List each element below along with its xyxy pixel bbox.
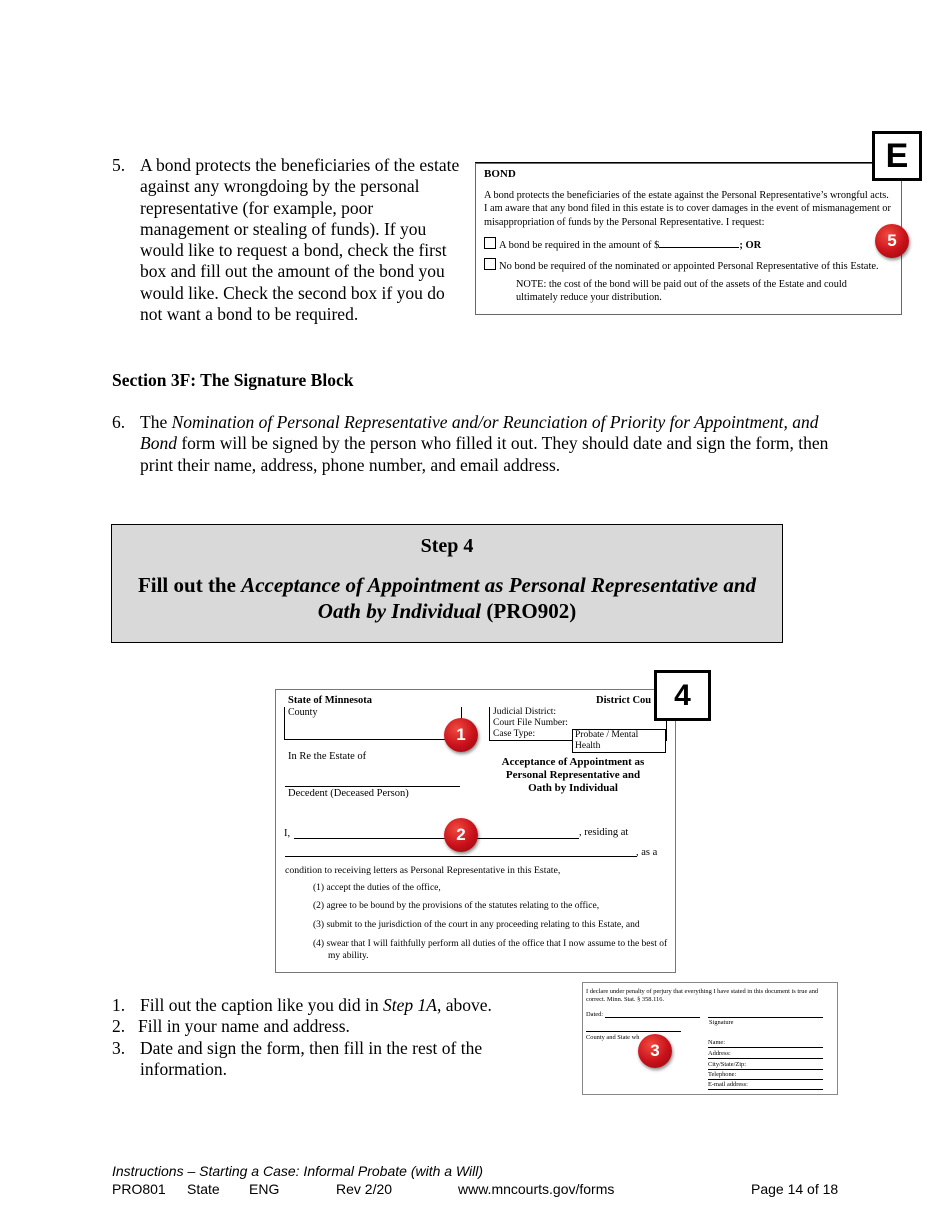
sig-email [708, 1081, 823, 1090]
pro902-decedent-label: Decedent (Deceased Person) [288, 788, 409, 799]
sig-telephone [708, 1071, 823, 1080]
footer-url[interactable]: www.mncourts.gov/forms [458, 1181, 615, 1197]
footer-title: Instructions – Starting a Case: Informal Probate (with a Will) [112, 1163, 484, 1179]
sig-name-label: Name: [708, 1039, 726, 1046]
pro902-name-line[interactable] [294, 838, 579, 839]
sig-name [708, 1039, 823, 1048]
steps-list [112, 995, 532, 1080]
sig-county-state: County and State wh [586, 1034, 640, 1041]
pro902-duty-1: (1) accept the duties of the office, [313, 883, 441, 893]
bond-option-1 [484, 237, 761, 252]
pro902-duty-2: (2) agree to be bound by the provisions of the statutes relating to the office, [313, 901, 600, 911]
callout-badge-3: 3 [638, 1034, 672, 1068]
pro902-duty-3: (3) submit to the jurisdiction of the court in any proceeding relating to this Estate, and [313, 920, 640, 930]
item-5 [112, 155, 462, 325]
step-4-lead: Fill out the [137, 573, 242, 597]
step-4-form-code: (PRO902) [481, 599, 577, 623]
step-item-1-number: 1. [112, 995, 126, 1015]
step-4-title: Step 4 [420, 535, 474, 557]
step-item-1-italic: Step 1A [383, 995, 437, 1015]
item-6-pre: The [140, 412, 172, 432]
callout-badge-5: 5 [875, 224, 909, 258]
step-4-form-title: Acceptance of Appointment as Personal Representative and Oath by Individual [241, 573, 757, 623]
bond-form-excerpt [475, 163, 902, 315]
pro902-county-label: County [288, 707, 318, 718]
sig-city [708, 1061, 823, 1070]
step-4-instruction [122, 572, 772, 624]
sig-email-label: E-mail address: [708, 1081, 748, 1088]
sig-telephone-label: Telephone: [708, 1071, 737, 1078]
pro902-county-box [284, 707, 462, 740]
bond-top-line [475, 162, 875, 163]
callout-badge-1: 1 [444, 718, 478, 752]
section-3f-heading: Section 3F: The Signature Block [112, 370, 354, 390]
bond-option-2-text: No bond be required of the nominated or appointed Personal Representative of this Estate. [499, 261, 879, 272]
item-5-number: 5. [112, 155, 126, 175]
pro902-case-box [489, 707, 667, 751]
sig-address [708, 1050, 823, 1059]
step-item-3-text: Date and sign the form, then fill in the rest of the information. [140, 1037, 483, 1079]
item-6-form-title: Nomination of Personal Representative and/or Reunciation of Priority for Appointment, and Bond [140, 412, 819, 454]
pro902-as-a: , as a [636, 847, 658, 858]
pro902-title: Acceptance of Appointment as Personal Representative and Oath by Individual [501, 756, 645, 794]
item-6-text [140, 412, 842, 476]
bond-body: A bond protects the beneficiaries of the estate against the Personal Representative’s wrongful acts. I am aware that any bond filed in this estate is to cover damages in the event of mismanagement or misappropriation of funds by the Personal Representative. I request: [484, 190, 891, 228]
sig-dated: Dated: [586, 1011, 604, 1018]
sig-dated-line[interactable] [605, 1017, 700, 1018]
pro902-condition: condition to receiving letters as Personal Representative in this Estate, [285, 865, 561, 876]
pro902-court-file: Court File Number: [493, 718, 568, 728]
footer-language: ENG [249, 1181, 280, 1197]
bond-option-1-text: A bond be required in the amount of $ [499, 240, 660, 251]
sig-address-label: Address: [708, 1050, 731, 1057]
callout-badge-2: 2 [444, 818, 478, 852]
step-item-1-post: , above. [437, 995, 492, 1015]
bond-option-2 [484, 258, 879, 273]
bond-note: NOTE: the cost of the bond will be paid out of the assets of the Estate and could ultimately reduce your distribution. [516, 279, 847, 303]
pro902-case-type-value: Probate / Mental Health [572, 729, 666, 753]
pro902-case-type-label: Case Type: [493, 729, 536, 739]
bond-amount-field[interactable] [659, 247, 739, 248]
footer-revision: Rev 2/20 [336, 1181, 393, 1197]
section-e-marker: E [872, 131, 922, 181]
footer-state: State [187, 1181, 220, 1197]
step-4-box [111, 524, 783, 643]
step-item-2-number: 2. [112, 1016, 126, 1037]
step-item-2-text: Fill in your name and address. [138, 1016, 350, 1037]
step-item-3-number: 3. [112, 1037, 126, 1058]
item-5-text: A bond protects the beneficiaries of the estate against any wrongdoing by the personal representative (for example, poor management or stealing of funds). If you would like to request a bond, check the first box and fill out the amount of the bond you would like. Check the second box if you do not want a bond to be required. [140, 155, 460, 325]
sig-signature-line[interactable] [708, 1017, 823, 1018]
item-6-post: form will be signed by the person who filled it out. They should date and sign the form, then print their name, address, phone number, and email address. [140, 433, 829, 475]
pro902-state: State of Minnesota [288, 695, 372, 706]
footer-page-number: Page 14 of 18 [751, 1181, 839, 1197]
sig-signature-label: Signature [709, 1019, 734, 1026]
pro902-duty-4: (4) swear that I will faithfully perform all duties of the office that I now assume to the best of my ability. [313, 939, 668, 961]
step-item-1-pre: Fill out the caption like you did in [140, 995, 384, 1015]
pro902-decedent-line [285, 786, 460, 799]
sig-declare: I declare under penalty of perjury that everything I have stated in this document is true and correct. Minn. Stat. § 358.116. [586, 988, 819, 1003]
step-item-1 [112, 995, 532, 1016]
step-item-2 [112, 1016, 532, 1037]
signature-form-excerpt [582, 982, 838, 1095]
pro902-judicial-district: Judicial District: [493, 707, 557, 717]
sig-city-label: City/State/Zip: [708, 1061, 746, 1068]
section-4-marker: 4 [654, 670, 711, 721]
bond-option-1-or: ; OR [739, 240, 762, 251]
bond-title: BOND [484, 168, 516, 180]
sig-county-line [586, 1031, 681, 1032]
bond-option-1-checkbox[interactable] [484, 237, 496, 249]
item-6 [112, 412, 842, 476]
pro902-address-line[interactable] [285, 856, 637, 857]
pro902-case-type [490, 729, 666, 751]
pro902-court: District Cou [596, 695, 652, 706]
item-6-number: 6. [112, 412, 126, 432]
pro902-oath-i: I, [284, 828, 291, 839]
pro902-in-re: In Re the Estate of [288, 751, 367, 762]
pro902-residing: , residing at [579, 827, 629, 838]
footer-form-code: PRO801 [112, 1181, 166, 1197]
step-item-3 [112, 1038, 520, 1081]
bond-option-2-checkbox[interactable] [484, 258, 496, 270]
